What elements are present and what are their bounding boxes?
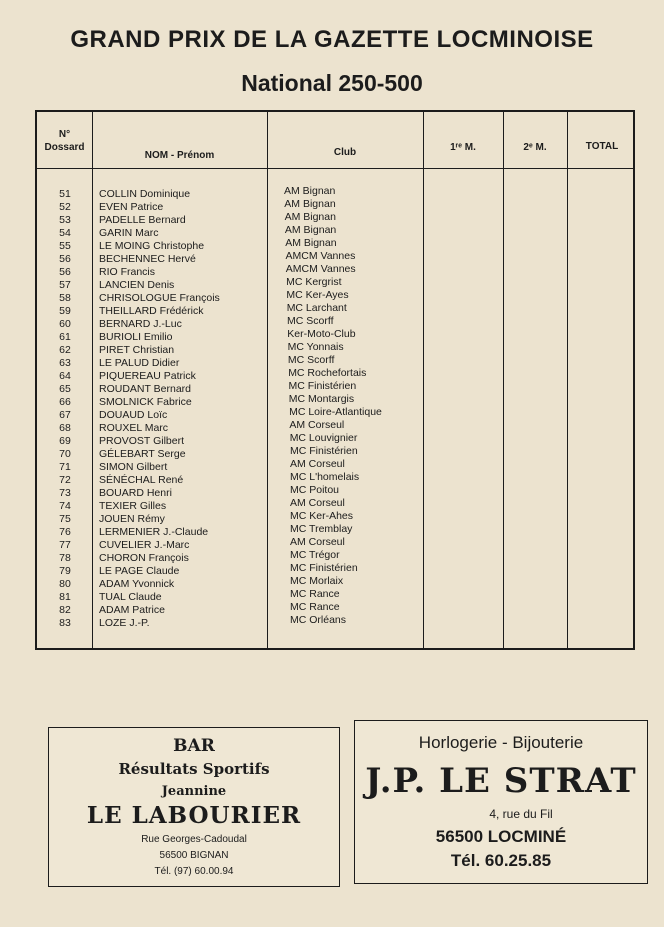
page-subtitle: National 250-500	[241, 70, 423, 96]
club-cell: MC Larchant	[286, 302, 347, 314]
ad-right-line1: Horlogerie - Bijouterie	[418, 733, 584, 752]
dossard-cell: 63	[59, 357, 71, 369]
name-cell: SIMON Gilbert	[99, 461, 168, 473]
name-cell: LANCIEN Denis	[99, 279, 175, 291]
name-cell: CHRISOLOGUE François	[99, 292, 220, 304]
dossard-cell: 70	[59, 448, 71, 460]
ad-right-line5: Tél. 60.25.85	[450, 851, 552, 870]
club-cell: AM Bignan	[284, 211, 336, 223]
club-cell: MC Finistérien	[288, 380, 357, 392]
dossard-cell: 57	[59, 279, 71, 291]
header-nom: NOM - Prénom	[144, 150, 215, 161]
ad-bar-le-labourier	[48, 727, 340, 887]
dossard-cell: 69	[59, 435, 71, 447]
club-cell: MC Morlaix	[290, 575, 344, 587]
page-title: GRAND PRIX DE LA GAZETTE LOCMINOISE	[70, 26, 594, 53]
ad-right-line3: 4, rue du Fil	[489, 807, 553, 821]
dossard-cell: 55	[59, 240, 71, 252]
dossard-cell: 56	[59, 266, 71, 278]
name-cell: PIRET Christian	[99, 344, 175, 356]
header-total: TOTAL	[585, 141, 619, 152]
name-cell: ADAM Yvonnick	[99, 578, 175, 590]
club-cell: MC Kergrist	[286, 276, 342, 288]
dossard-cell: 82	[59, 604, 71, 616]
club-cell: AM Corseul	[290, 497, 345, 509]
ad-left-line5: Rue Georges-Cadoudal	[141, 834, 247, 845]
name-cell: PIQUEREAU Patrick	[99, 370, 196, 382]
dossard-cell: 71	[59, 461, 71, 473]
dossard-cell: 74	[59, 500, 71, 512]
dossard-cell: 53	[59, 214, 71, 226]
dossard-cell: 78	[59, 552, 71, 564]
club-cell: MC Orléans	[290, 614, 347, 626]
name-cell: SMOLNICK Fabrice	[99, 396, 192, 408]
header-club: Club	[333, 147, 357, 158]
name-cell: BERNARD J.-Luc	[99, 318, 182, 330]
club-cell: MC Yonnais	[287, 341, 344, 353]
name-cell: ADAM Patrice	[99, 604, 165, 616]
name-cell: LE PAGE Claude	[99, 565, 180, 577]
name-cell: LOZE J.-P.	[99, 617, 150, 629]
header-dossard: N° Dossard	[44, 129, 85, 153]
name-cell: ROUDANT Bernard	[99, 383, 191, 395]
dossard-cell: 54	[59, 227, 71, 239]
dossard-cell: 67	[59, 409, 71, 421]
name-cell: GARIN Marc	[99, 227, 159, 239]
ad-left-line3: Jeannine	[161, 784, 227, 799]
club-cell: MC Loire-Atlantique	[289, 406, 382, 418]
name-cell: COLLIN Dominique	[99, 188, 191, 200]
ad-right-line4: 56500 LOCMINÉ	[435, 827, 567, 846]
results-table	[35, 110, 635, 650]
ad-left-line1: BAR	[173, 736, 215, 756]
name-cell: JOUEN Rémy	[99, 513, 165, 525]
dossard-cell: 58	[59, 292, 71, 304]
club-cell: MC Poitou	[290, 484, 340, 496]
club-cell: MC Scorff	[287, 354, 335, 366]
club-cell: AM Bignan	[285, 237, 337, 249]
club-cell: MC Trégor	[290, 549, 340, 561]
dossard-cell: 51	[59, 188, 71, 200]
club-cell: MC Montargis	[288, 393, 355, 405]
header-divider	[37, 168, 633, 169]
club-cell: AMCM Vannes	[285, 250, 356, 262]
dossard-cell: 65	[59, 383, 71, 395]
name-cell: CUVELIER J.-Marc	[99, 539, 190, 551]
club-cell: AM Corseul	[289, 419, 345, 431]
ad-left-line7: Tél. (97) 60.00.94	[154, 866, 234, 877]
club-cell: AM Bignan	[284, 185, 336, 197]
club-cell: MC L'homelais	[290, 471, 360, 483]
dossard-cell: 80	[59, 578, 71, 590]
name-cell: LE PALUD Didier	[99, 357, 180, 369]
club-cell: MC Rochefortais	[288, 367, 367, 379]
dossard-cell: 56	[59, 253, 71, 265]
club-cell: AM Bignan	[284, 224, 337, 236]
dossard-cell: 52	[59, 201, 71, 213]
ad-left-line4: LE LABOURIER	[86, 802, 302, 829]
name-cell: THEILLARD Frédérick	[99, 305, 204, 317]
club-cell: MC Rance	[290, 588, 340, 600]
column-divider	[92, 112, 93, 648]
name-cell: RIO Francis	[99, 266, 156, 278]
club-cell: MC Scorff	[287, 315, 334, 327]
club-cell: MC Ker-Ayes	[286, 289, 349, 301]
dossard-cell: 68	[59, 422, 71, 434]
name-cell: BURIOLI Emilio	[99, 331, 173, 343]
dossard-cell: 59	[59, 305, 71, 317]
name-cell: PROVOST Gilbert	[99, 435, 184, 447]
name-cell: TUAL Claude	[99, 591, 162, 603]
dossard-cell: 60	[59, 318, 71, 330]
ad-le-strat	[354, 720, 648, 884]
name-cell: BOUARD Henri	[99, 487, 172, 499]
ad-right-line2: J.P. LE STRAT	[365, 761, 637, 801]
column-divider	[267, 112, 268, 648]
header-m2: 2ᵉ M.	[523, 142, 547, 153]
club-cell: MC Finistérien	[290, 562, 358, 574]
column-divider	[423, 112, 424, 648]
dossard-cell: 79	[59, 565, 71, 577]
dossard-cell: 72	[59, 474, 71, 486]
club-cell: MC Tremblay	[290, 523, 353, 535]
name-cell: PADELLE Bernard	[99, 214, 186, 226]
name-cell: DOUAUD Loïc	[99, 409, 168, 421]
header-m1: 1ʳᵉ M.	[450, 142, 476, 153]
dossard-cell: 61	[59, 331, 71, 343]
name-cell: GÉLEBART Serge	[99, 448, 186, 460]
club-cell: AM Corseul	[290, 536, 345, 548]
name-cell: TEXIER Gilles	[99, 500, 167, 512]
club-cell: AM Bignan	[284, 198, 336, 210]
column-divider	[503, 112, 504, 648]
dossard-cell: 62	[59, 344, 71, 356]
dossard-cell: 64	[59, 370, 71, 382]
club-cell: Ker-Moto-Club	[287, 328, 356, 340]
dossard-cell: 81	[59, 591, 71, 603]
name-cell: ROUXEL Marc	[99, 422, 169, 434]
dossard-cell: 76	[59, 526, 71, 538]
club-cell: MC Ker-Ahes	[290, 510, 354, 522]
dossard-cell: 77	[59, 539, 71, 551]
ad-left-line2: Résultats Sportifs	[118, 760, 270, 778]
club-cell: AMCM Vannes	[285, 263, 356, 275]
name-cell: EVEN Patrice	[99, 201, 164, 213]
name-cell: BECHENNEC Hervé	[99, 253, 196, 265]
dossard-cell: 66	[59, 396, 71, 408]
club-cell: MC Louvignier	[289, 432, 358, 444]
name-cell: LE MOING Christophe	[99, 240, 205, 252]
club-cell: AM Corseul	[290, 458, 345, 470]
dossard-cell: 73	[59, 487, 71, 499]
dossard-cell: 75	[59, 513, 71, 525]
name-cell: LERMENIER J.-Claude	[99, 526, 209, 538]
dossard-cell: 83	[59, 617, 71, 629]
name-cell: CHORON François	[99, 552, 189, 564]
name-cell: SÉNÉCHAL René	[99, 474, 184, 486]
column-divider	[567, 112, 568, 648]
club-cell: MC Rance	[290, 601, 340, 613]
club-cell: MC Finistérien	[290, 445, 358, 457]
ad-left-line6: 56500 BIGNAN	[159, 850, 229, 861]
